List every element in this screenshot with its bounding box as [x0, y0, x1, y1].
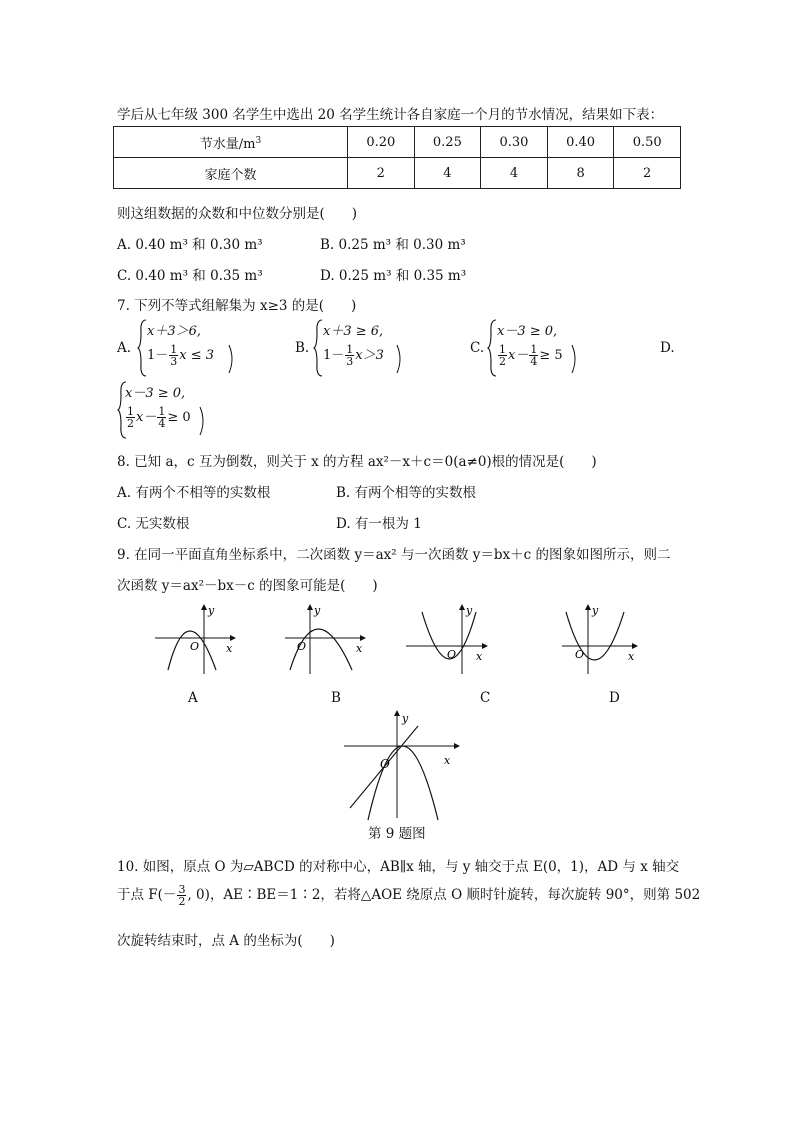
q8-option-a[interactable]: A. 有两个不相等的实数根	[117, 485, 271, 501]
graph-b[interactable]	[280, 602, 370, 677]
origin-label: O	[447, 648, 457, 661]
left-brace-icon	[487, 318, 497, 378]
q7-d-line1: x－3 ≥ 0,	[125, 386, 186, 401]
x-axis-label: x	[444, 754, 451, 767]
q9-main-figure	[340, 708, 465, 823]
table-cell: 2	[348, 158, 415, 189]
table-cell: 0.20	[348, 127, 415, 158]
intro-text: 学后从七年级 300 名学生中选出 20 名学生统计各自家庭一个月的节水情况，结果如下表：	[117, 107, 664, 123]
q7-option-d[interactable]	[117, 380, 237, 440]
q7-option-c[interactable]	[470, 318, 590, 378]
right-paren-icon	[228, 344, 236, 374]
q6-option-c[interactable]: C. 0.40 m³ 和 0.35 m³	[117, 268, 263, 284]
graph-c[interactable]	[402, 602, 492, 677]
origin-label: O	[190, 640, 200, 653]
y-axis-label: y	[402, 712, 409, 725]
q8-question: 8. 已知 a，c 互为倒数，则关于 x 的方程 ax²－x＋c＝0(a≠0)根的情况是( )	[117, 454, 597, 470]
q7-option-b-label: B.	[295, 340, 310, 356]
graph-a[interactable]	[150, 602, 240, 677]
q8-option-d[interactable]: D. 有一根为 1	[336, 516, 422, 532]
table-cell: 0.50	[614, 127, 681, 158]
x-axis-label: x	[476, 650, 483, 663]
q7-a-line2: 1－ $\frac{1}{3}$ x ≤ 3	[147, 343, 215, 368]
q7-a-line1: x＋3＞6,	[147, 324, 202, 339]
origin-label: O	[297, 640, 307, 653]
table-cell: 0.25	[414, 127, 481, 158]
q8-option-c[interactable]: C. 无实数根	[117, 516, 190, 532]
q10-line1: 10. 如图，原点 O 为▱ABCD 的对称中心，AB∥x 轴，与 y 轴交于点 E(0，1)，AD 与 x 轴交	[117, 859, 680, 875]
x-axis-label: x	[628, 650, 635, 663]
q10-line2: 于点 F(－ $\frac{3}{2}$ , 0)，AE∶BE＝1∶2，若将△AOE 绕原点 O 顺时针旋转，每次旋转 90°，则第 502	[117, 883, 701, 908]
graph-b-label: B	[331, 690, 341, 706]
q7-option-b[interactable]	[295, 318, 415, 378]
q6-question: 则这组数据的众数和中位数分别是( )	[117, 206, 358, 222]
q7-d-line2: $\frac{1}{2}$ x－ $\frac{1}{4}$ ≥ 0	[127, 405, 191, 430]
table-cell: 8	[547, 158, 614, 189]
q6-option-a[interactable]: A. 0.40 m³ 和 0.30 m³	[117, 237, 263, 253]
q6-option-b[interactable]: B. 0.25 m³ 和 0.30 m³	[320, 237, 466, 253]
q7-option-a[interactable]	[117, 318, 237, 378]
q8-option-b[interactable]: B. 有两个相等的实数根	[336, 485, 477, 501]
x-axis-label: x	[356, 642, 363, 655]
right-paren-icon	[571, 344, 579, 374]
y-axis-label: y	[466, 604, 473, 617]
table-header-cell: 节水量$/m^3$	[114, 127, 348, 158]
graph-d-label: D	[609, 690, 620, 706]
right-paren-icon	[199, 406, 207, 436]
origin-label: O	[380, 757, 390, 771]
table-cell: 0.30	[481, 127, 548, 158]
left-brace-icon	[313, 318, 323, 378]
y-axis-label: y	[314, 604, 321, 617]
q7-b-line2: 1－ $\frac{1}{3}$ x＞3	[323, 343, 384, 368]
q7-option-a-label: A.	[117, 340, 132, 356]
q7-c-line2: $\frac{1}{2}$ x－ $\frac{1}{4}$ ≥ 5	[499, 343, 563, 368]
q9-line1: 9. 在同一平面直角坐标系中，二次函数 y＝ax² 与一次函数 y＝bx＋c 的图象如图所示，则二	[117, 547, 671, 563]
y-axis-label: y	[592, 604, 599, 617]
q9-figure-caption: 第 9 题图	[368, 826, 426, 842]
right-paren-icon	[396, 344, 404, 374]
q7-option-d-label[interactable]: D.	[660, 340, 675, 356]
table-cell: 2	[614, 158, 681, 189]
q7-question: 7. 下列不等式组解集为 x≥3 的是( )	[117, 298, 357, 314]
q7-c-line1: x－3 ≥ 0,	[497, 324, 558, 339]
q10-line3: 次旋转结束时，点 A 的坐标为( )	[117, 933, 335, 949]
q6-option-d[interactable]: D. 0.25 m³ 和 0.35 m³	[320, 268, 467, 284]
y-axis-label: y	[208, 604, 215, 617]
left-brace-icon	[137, 318, 147, 378]
q7-option-c-label: C.	[470, 340, 485, 356]
table-row	[114, 158, 681, 189]
table-cell: 4	[481, 158, 548, 189]
water-saving-table	[113, 126, 681, 189]
table-header-cell: 家庭个数	[114, 158, 348, 189]
graph-d[interactable]	[558, 602, 648, 677]
q7-b-line1: x＋3 ≥ 6,	[323, 324, 384, 339]
origin-label: O	[575, 648, 585, 661]
graph-a-label: A	[188, 690, 198, 706]
table-cell: 4	[414, 158, 481, 189]
graph-c-label: C	[480, 690, 491, 706]
table-row	[114, 127, 681, 158]
q9-line2: 次函数 y＝ax²－bx－c 的图象可能是( )	[117, 578, 378, 594]
x-axis-label: x	[226, 642, 233, 655]
table-cell: 0.40	[547, 127, 614, 158]
